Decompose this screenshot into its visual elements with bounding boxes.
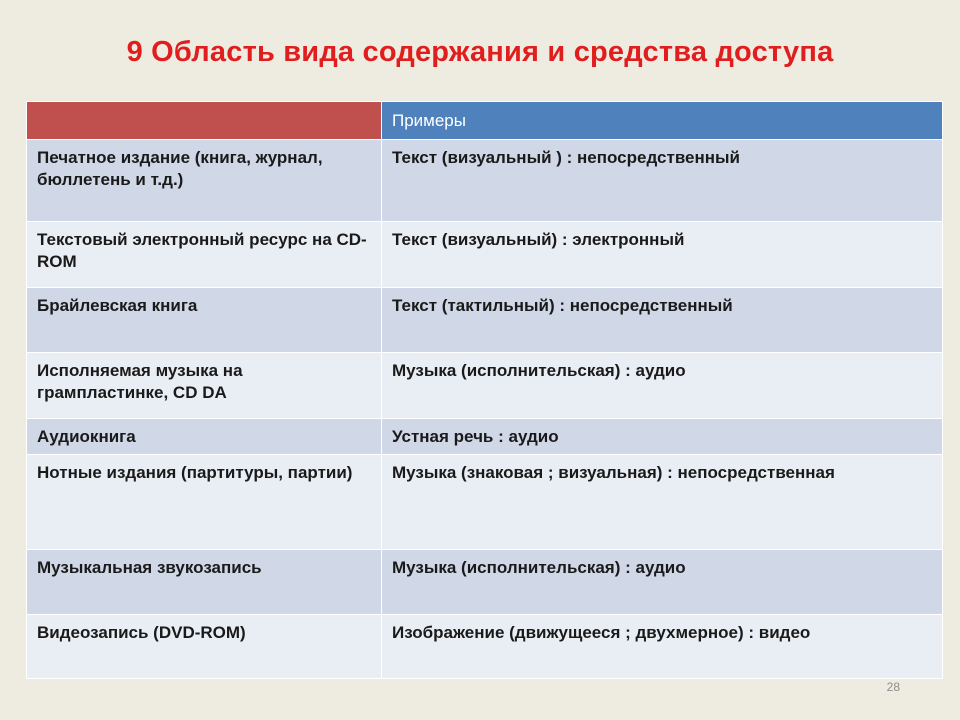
table-header-cell-empty <box>27 102 382 140</box>
table-row <box>27 353 943 419</box>
table-cell-resource: Аудиокнига <box>27 419 382 455</box>
table-row <box>27 140 943 222</box>
table-cell-example: Музыка (знаковая ; визуальная) : непосредственная <box>382 455 943 550</box>
table-header-cell-examples: Примеры <box>382 102 943 140</box>
table-cell-example: Музыка (исполнительская) : аудио <box>382 550 943 615</box>
page-number: 28 <box>886 680 900 694</box>
table-cell-resource: Видеозапись (DVD-ROM) <box>27 615 382 679</box>
table-row <box>27 615 943 679</box>
table-cell-resource: Исполняемая музыка на грампластинке, CD DA <box>27 353 382 419</box>
table-row <box>27 288 943 353</box>
table-cell-resource: Нотные издания (партитуры, партии) <box>27 455 382 550</box>
table-row <box>27 419 943 455</box>
table-row <box>27 222 943 288</box>
table-cell-example: Текст (тактильный) : непосредственный <box>382 288 943 353</box>
slide-title: 9 Область вида содержания и средства доступа <box>126 36 834 68</box>
table-cell-example: Текст (визуальный) : электронный <box>382 222 943 288</box>
table-row <box>27 550 943 615</box>
table-cell-resource: Текстовый электронный ресурс на CD-ROM <box>27 222 382 288</box>
table-cell-resource: Брайлевская книга <box>27 288 382 353</box>
table-row <box>27 455 943 550</box>
table-cell-example: Текст (визуальный ) : непосредственный <box>382 140 943 222</box>
content-table <box>26 101 943 679</box>
table-cell-resource: Музыкальная звукозапись <box>27 550 382 615</box>
table-cell-resource: Печатное издание (книга, журнал, бюллетень и т.д.) <box>27 140 382 222</box>
table-cell-example: Музыка (исполнительская) : аудио <box>382 353 943 419</box>
table-header-row <box>27 102 943 140</box>
table-cell-example: Устная речь : аудио <box>382 419 943 455</box>
table-cell-example: Изображение (движущееся ; двухмерное) : видео <box>382 615 943 679</box>
